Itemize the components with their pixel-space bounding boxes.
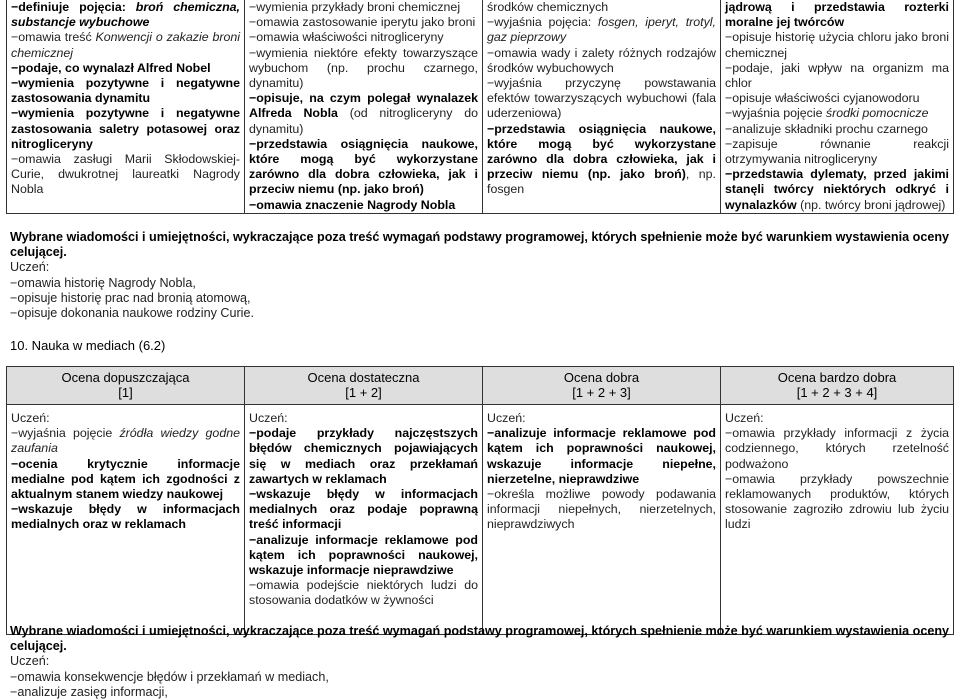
list (11, 0, 240, 198)
header-grade-4 (721, 367, 954, 405)
list-item (249, 0, 478, 15)
list-item-text: , np. fosgen (487, 167, 716, 197)
list-item (725, 30, 949, 60)
list-item-text: (od nitrogliceryny do dynamitu) (249, 106, 479, 136)
note-item: −omawia historię Nagrody Nobla, (10, 275, 196, 290)
list-item-text: −opisuje właściwości cyjanowodoru (725, 91, 920, 106)
list-item-text: −omawia podejście niektórych ludzi do stosowania dodatków w żywności (249, 578, 478, 608)
list-item (725, 426, 949, 472)
list-item (11, 502, 240, 532)
list-item (249, 15, 478, 30)
header-label: Ocena dopuszczająca (61, 370, 190, 385)
list-item (725, 61, 949, 91)
header-sub: [1 + 2] (345, 385, 382, 400)
list-item (249, 137, 478, 198)
list (487, 426, 716, 532)
list-item-text: −przedstawia osiągnięcia naukowe, które mogą być wykorzystane zarówno dla dobra człowieka, jak i przeciw niemu (np. jako broń) (249, 136, 478, 197)
list-item-text: −omawia zastosowanie iperytu jako broni (249, 15, 476, 30)
header-grade-1 (7, 367, 245, 405)
list-item-text: −omawia zasługi Marii Skłodowskiej-Curie, dwukrotnej laureatki Nagrody Nobla (11, 152, 240, 197)
list-item-text: fosgen, iperyt, trotyl, gaz pieprzowy (487, 15, 716, 45)
list-item-text: −wymienia pozytywne i negatywne zastosowania dynamitu (11, 76, 240, 106)
note-item: −opisuje historię prac nad bronią atomową, (10, 290, 251, 305)
list-item-text: (np. twórcy broni jądrowej) (796, 197, 946, 212)
list-item-text: źródła wiedzy godne zaufania (11, 426, 240, 456)
list-item-text: środki pomocnicze (825, 106, 929, 121)
note-heading: Wybrane wiadomości i umiejętności, wykraczające poza treść wymagań podstawy programowej, których spełnienie może być warunkiem wystawienia oceny celującej. (10, 624, 950, 654)
header-sub: [1 + 2 + 3 + 4] (796, 385, 878, 400)
list (11, 426, 240, 532)
uczen-label: Uczeń: (487, 411, 526, 425)
note-item: −opisuje dokonania naukowe rodziny Curie. (10, 306, 254, 321)
header-label: Ocena dobra (563, 370, 640, 385)
header-grade-2 (245, 367, 483, 405)
list-item (487, 426, 716, 487)
note-heading: Wybrane wiadomości i umiejętności, wykraczające poza treść wymagań podstawy programowej, których spełnienie może być warunkiem wystawienia oceny celującej. (10, 230, 950, 260)
list-item-text: −wyjaśnia przyczynę powstawania efektów towarzyszących wybuchowi (fala uderzeniowa) (487, 76, 716, 121)
list-item-text: −podaje, jaki wpływ na organizm ma chlor (725, 60, 949, 91)
list-item-text: −wymienia pozytywne i negatywne zastosowania saletry potasowej oraz nitrogliceryny (11, 106, 240, 151)
list-item (725, 0, 949, 30)
list (725, 426, 949, 532)
grade-1-cell (7, 405, 245, 635)
uczen-label: Uczeń: (249, 411, 288, 425)
list-item-text: −wskazuje błędy w informacjach medialnych oraz podaje poprawną treść informacji (249, 487, 478, 532)
list-item (487, 122, 716, 198)
list-item-text: −wskazuje błędy w informacjach medialnych oraz w reklamach (11, 502, 240, 532)
grade-1-cell (7, 0, 245, 213)
section-title: 10. Nauka w mediach (6.2) (10, 338, 166, 353)
list-item (725, 167, 949, 213)
list (487, 0, 716, 198)
celujaca-note-1 (10, 230, 955, 321)
list-item (487, 76, 716, 122)
list-item-text: −omawia przykłady powszechnie reklamowanych produktów, których stosowanie zagroziło zdrowiu lub życiu ludzi (725, 471, 949, 532)
header-label: Ocena bardzo dobra (777, 370, 897, 385)
list-item-text: −omawia znaczenie Nagrody Nobla (249, 197, 456, 212)
list-item-text: −omawia wady i zalety różnych rodzajów środków wybuchowych (487, 45, 716, 75)
list-item (249, 30, 478, 45)
list-item-text: jądrową i przedstawia rozterki moralne jej twórców (725, 0, 949, 30)
list-item (725, 472, 949, 533)
list-item (487, 0, 716, 15)
list-item-text: środków chemicznych (487, 0, 609, 14)
table-row (7, 0, 954, 213)
celujaca-note-2 (10, 624, 955, 700)
list-item-text: −opisuje, na czym polegał wynalazek Alfreda Nobla (249, 91, 478, 121)
list-item (249, 487, 478, 533)
list-item-text: −wymienia niektóre efekty towarzyszące wybuchom (np. prochu czarnego, dynamitu) (249, 45, 478, 91)
list-item-text: Konwencji o zakazie broni chemicznej (11, 30, 240, 60)
note-item: −analizuje zasięg informacji, (10, 684, 168, 699)
list-item-text: −zapisuje równanie reakcji otrzymywania nitrogliceryny (725, 136, 949, 167)
grade-2-cell (245, 0, 483, 213)
grade-4-cell (721, 405, 954, 635)
requirements-table-media (6, 366, 954, 635)
list-item-text: −wymienia przykłady broni chemicznej (249, 0, 461, 14)
list-item (725, 122, 949, 137)
list-item-text: −opisuje historię użycia chloru jako broni chemicznej (725, 30, 949, 60)
note-uczen-label: Uczeń: (10, 654, 50, 669)
list-item-text: −omawia przykłady informacji z życia codziennego, których rzetelność podważono (725, 426, 949, 471)
list-item-text: −określa możliwe powody podawania informacji niepełnych, nierzetelnych, nieprawdziwych (487, 487, 716, 532)
list (249, 0, 478, 213)
list-item-text: −przedstawia osiągnięcia naukowe, które mogą być wykorzystane zarówno dla dobra człowieka, jak i przeciw niemu (np. jako broń) (487, 121, 716, 182)
list-item-text: −przedstawia dylematy, przed jakimi stanęli twórcy niektórych odkryć i wynalazków (725, 167, 949, 212)
list-item-text: broń chemiczna, substancje wybuchowe (11, 0, 240, 30)
list-item (249, 533, 478, 579)
list-item-text: −omawia treść (11, 30, 96, 45)
list-item (487, 46, 716, 76)
list-item (725, 106, 949, 121)
grade-4-cell (721, 0, 954, 213)
list-item (487, 487, 716, 533)
list-item (249, 198, 478, 213)
list-item-text: −wyjaśnia pojęcie (11, 426, 120, 441)
list-item (249, 578, 478, 608)
grade-2-cell (245, 405, 483, 635)
header-row (7, 367, 954, 405)
list-item (11, 152, 240, 198)
list-item-text: −ocenia krytycznie informacje medialne pod kątem ich zgodności z aktualnym stanem wiedzy naukowej (11, 456, 240, 502)
list-item-text: −wyjaśnia pojęcia: (487, 15, 598, 30)
list-item (11, 30, 240, 60)
list-item (249, 426, 478, 487)
list-item (11, 0, 240, 30)
header-label: Ocena dostateczna (307, 370, 420, 385)
uczen-label: Uczeń: (11, 411, 50, 425)
list-item-text: −podaje, co wynalazł Alfred Nobel (11, 60, 211, 75)
grade-3-cell (483, 0, 721, 213)
list-item (11, 76, 240, 106)
list-item (11, 106, 240, 152)
list-item (249, 46, 478, 92)
list-item (11, 457, 240, 503)
list-item (725, 91, 949, 106)
list-item (249, 91, 478, 137)
list-item (11, 426, 240, 456)
requirements-table-weapons (6, 0, 954, 214)
header-sub: [1 + 2 + 3] (572, 385, 631, 400)
list-item (487, 15, 716, 45)
list-item-text: −analizuje składniki prochu czarnego (725, 121, 928, 136)
grade-3-cell (483, 405, 721, 635)
list-item (725, 137, 949, 167)
list-item-text: −podaje przykłady najczęstszych błędów chemicznych pojawiających się w mediach oraz przekłamań zawartych w reklamach (249, 426, 478, 486)
list-item-text: −analizuje informacje reklamowe pod kątem ich poprawności naukowej, wskazuje informacje niepełne, nierzetelne, nieprawdziwe (487, 426, 716, 486)
header-sub: [1] (118, 385, 133, 400)
list-item-text: −analizuje informacje reklamowe pod kątem ich poprawności naukowej, wskazuje informacje nieprawdziwe (249, 532, 478, 578)
list-item-text: −omawia właściwości nitrogliceryny (249, 30, 444, 45)
list-item-text: −wyjaśnia pojęcie (725, 106, 826, 121)
note-item: −omawia konsekwencje błędów i przekłamań w mediach, (10, 669, 329, 684)
list (249, 426, 478, 608)
list (725, 0, 949, 213)
uczen-label: Uczeń: (725, 411, 764, 425)
header-grade-3 (483, 367, 721, 405)
table-row (7, 405, 954, 635)
list-item (11, 61, 240, 76)
note-uczen-label: Uczeń: (10, 260, 50, 275)
list-item-text: −definiuje pojęcia: (11, 0, 136, 14)
